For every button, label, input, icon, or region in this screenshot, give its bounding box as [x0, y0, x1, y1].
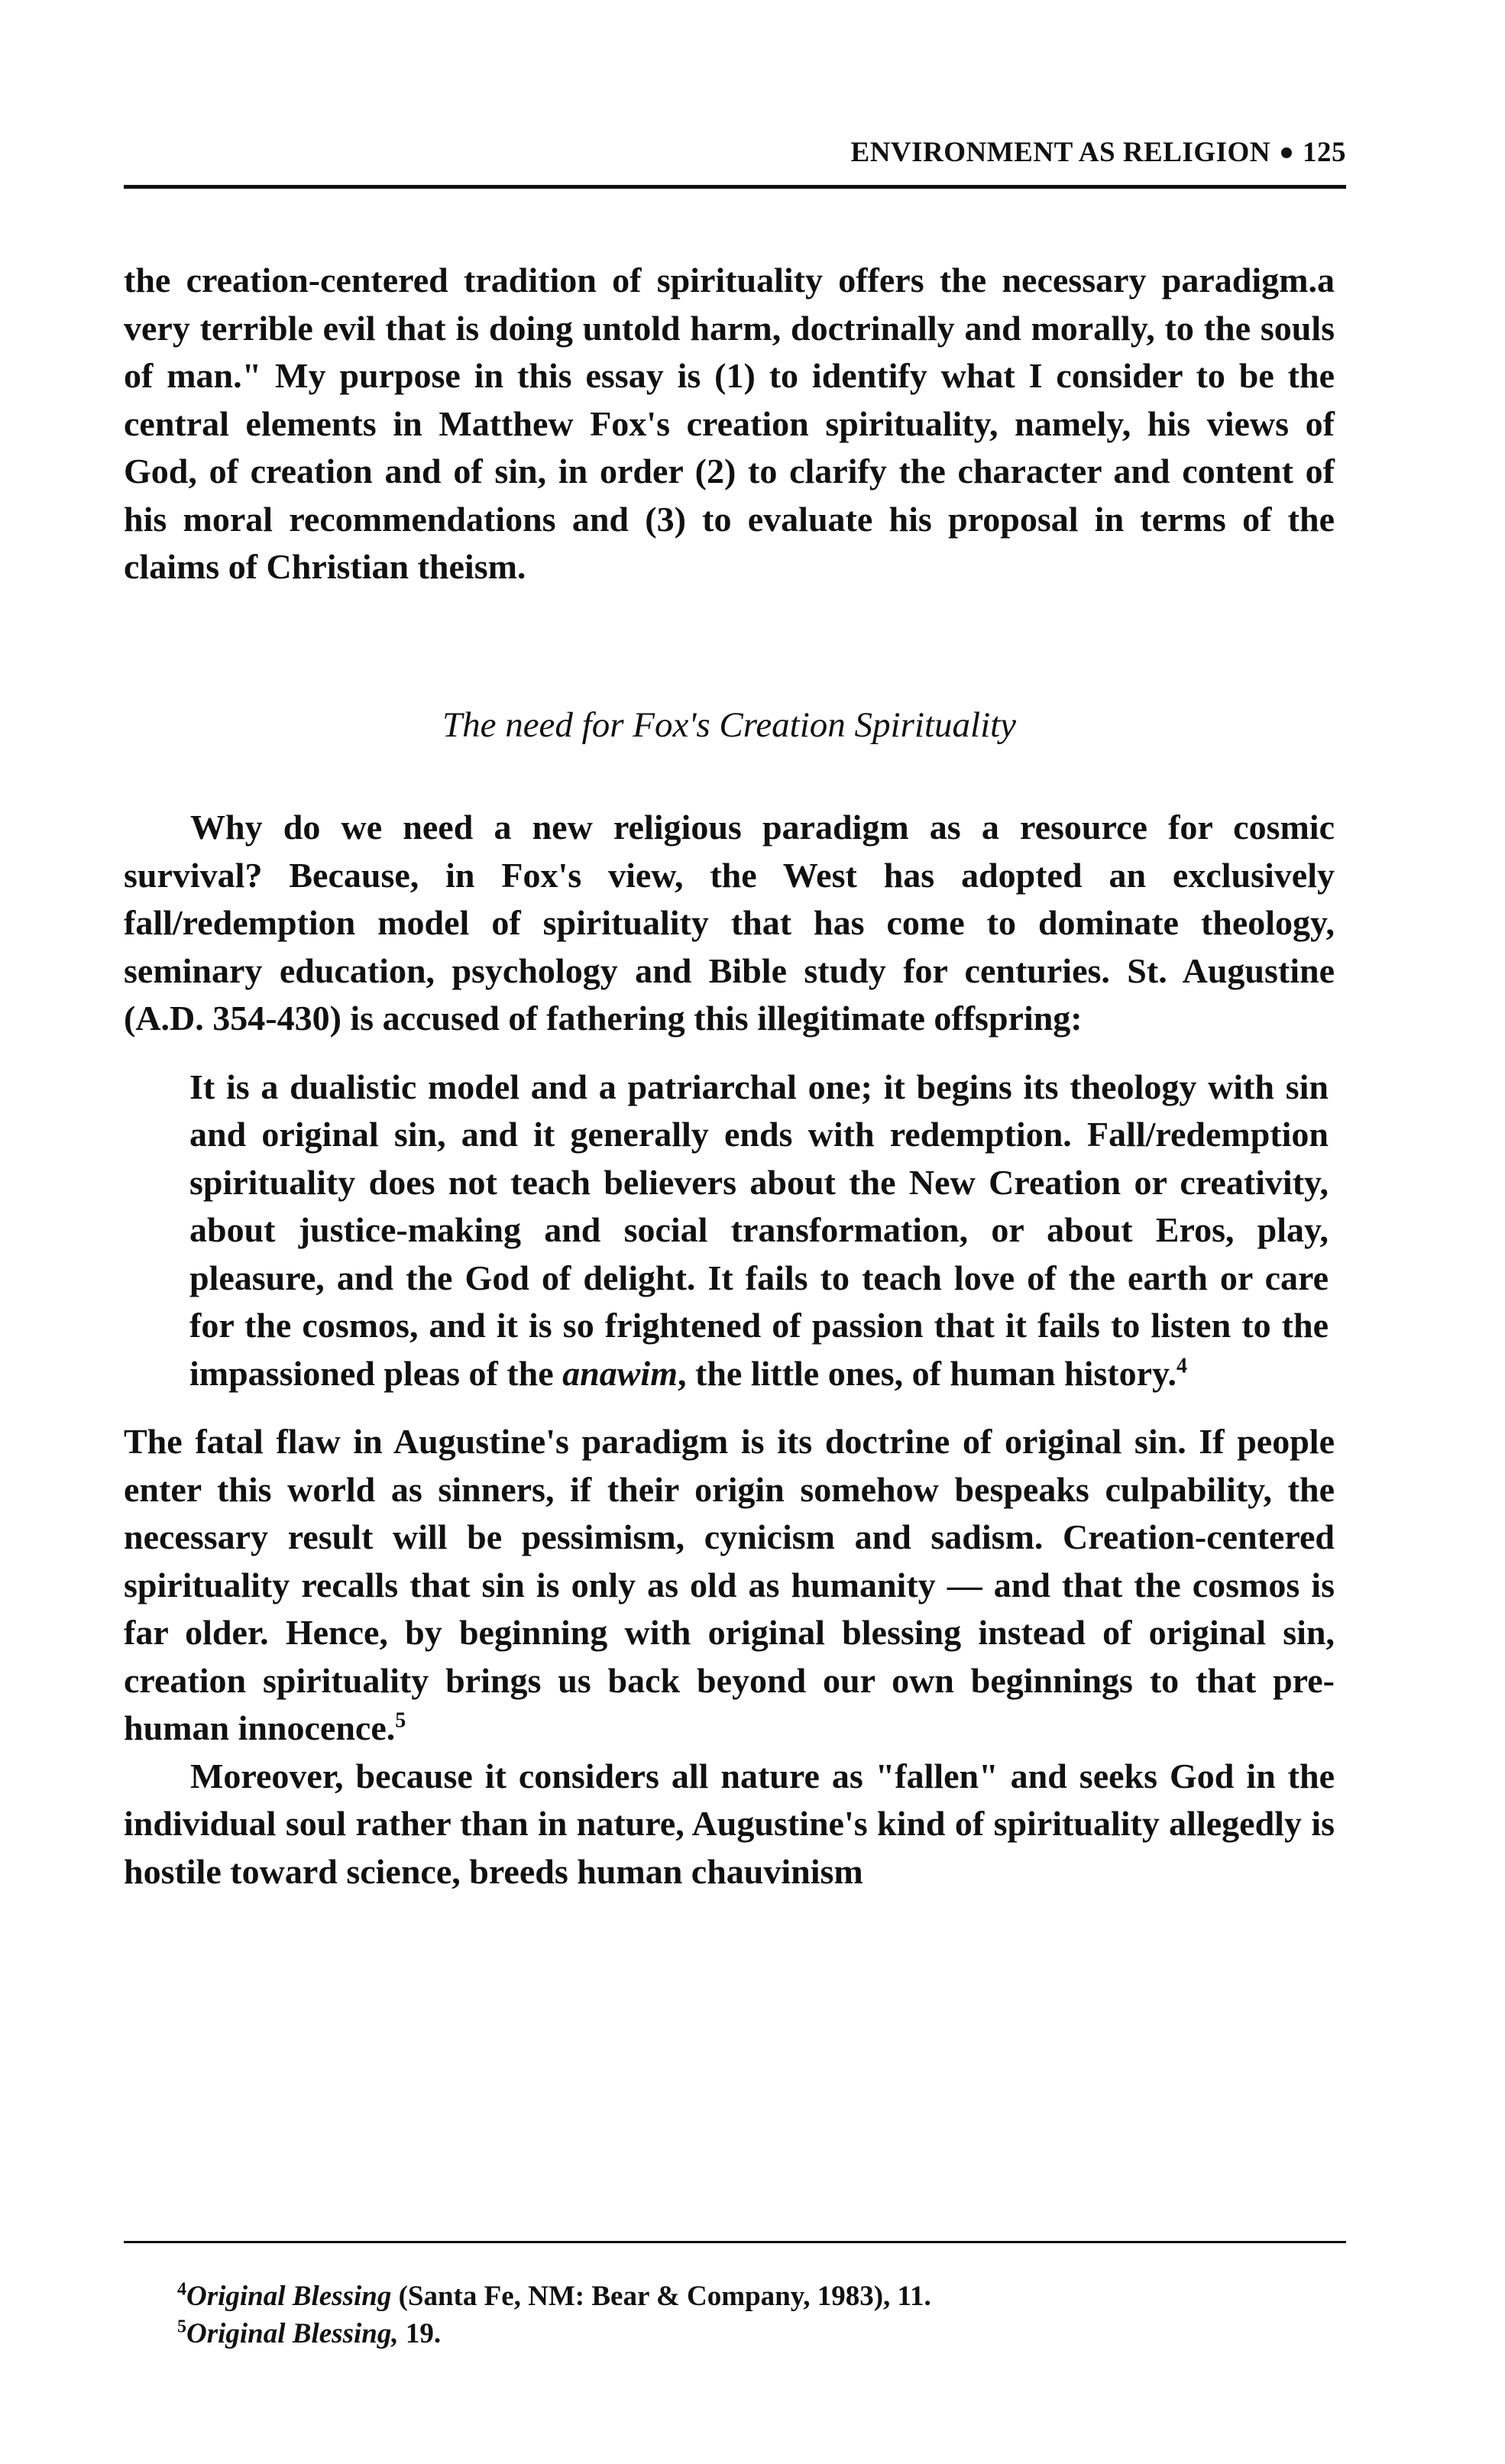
header-rule [124, 185, 1346, 189]
footnote-number: 4 [177, 2279, 186, 2300]
footnote-title: Original Blessing, [186, 2318, 399, 2349]
footnote-citation: 19. [398, 2318, 442, 2349]
quote-text-before: It is a dualistic model and a patriarchal one; it begins its theology with sin and original sin, and it generally ends with redemption. Fall/redemption spirituality does not teach believers about the New Creation or creativity, about justice-making and social transformation, or about Eros, play, pleasure, and the God of delight. It fails to teach love of the earth or care for the cosmos, and it is so frightened of passion that it fails to listen to the impassioned pleas of the [189, 1067, 1329, 1393]
footnote-title: Original Blessing [186, 2281, 392, 2312]
paragraph-3-text: The fatal flaw in Augustine's paradigm is its doctrine of original sin. If people enter this world as sinners, if their origin somehow bespeaks culpability, the necessary result will be pessimism, cynicism and sadism. Creation-centered spirituality recalls that sin is only as old as humanity — and that the cosmos is far older. Hence, by beginning with original blessing instead of original sin, creation spirituality brings us back beyond our own beginnings to that pre-human innocence. [124, 1422, 1335, 1747]
footnote-5 [177, 2315, 1323, 2352]
page-number: 125 [1303, 137, 1346, 168]
block-quote [189, 1064, 1329, 1398]
paragraph-2: Why do we need a new religious paradigm as a resource for cosmic survival? Because, in Fox's view, the West has adopted an exclusively fall/redemption model of spirituality that has come to dominate theology, seminary education, psychology and Bible study for centuries. St. Augustine (A.D. 354-430) is accused of fathering this illegitimate offspring: [124, 808, 1335, 1038]
footnote-ref-5: 5 [395, 1708, 406, 1733]
paragraph-1: the creation-centered tradition of spirituality offers the necessary paradigm.a very terrible evil that is doing untold harm, doctrinally and morally, to the souls of man." My purpose in this essay is (1) to identify what I consider to be the central elements in Matthew Fox's creation spirituality, namely, his views of God, of creation and of sin, in order (2) to clarify the character and content of his moral recommendations and (3) to evaluate his proposal in terms of the claims of Christian theism. [124, 261, 1335, 586]
paragraph-3 [124, 1418, 1335, 1753]
footnote-citation: (Santa Fe, NM: Bear & Company, 1983), 11. [391, 2281, 931, 2312]
footnote-4 [177, 2278, 1323, 2315]
footnote-rule [124, 2241, 1346, 2243]
footnote-ref-4: 4 [1176, 1354, 1187, 1378]
section-heading: The need for Fox's Creation Spirituality [442, 704, 1017, 745]
book-page [124, 0, 1346, 2464]
footnote-number: 5 [177, 2317, 186, 2337]
body-text [124, 257, 1335, 1896]
running-header [851, 136, 1346, 169]
quote-text-after: , the little ones, of human history. [678, 1353, 1176, 1393]
quote-italic-word: anawim [562, 1353, 678, 1393]
bullet-separator [1281, 147, 1292, 158]
running-title: ENVIRONMENT AS RELIGION [850, 137, 1270, 168]
footnotes [177, 2278, 1323, 2352]
paragraph-4: Moreover, because it considers all nature as "fallen" and seeks God in the individual soul rather than in nature, Augustine's kind of spirituality allegedly is hostile toward science, breeds human chauvinism [124, 1756, 1335, 1891]
